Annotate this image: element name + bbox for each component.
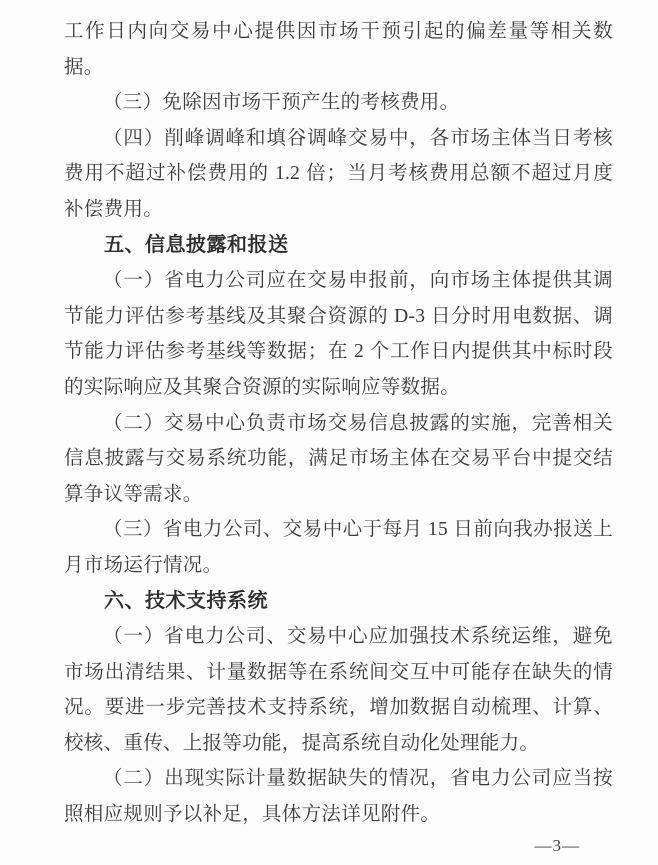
body-paragraph: （一）省电力公司应在交易申报前，向市场主体提供其调节能力评估参考基线及其聚合资源的 D-3 日分时用电数据、调节能力评估参考基线等数据；在 2 个工作日内提供其中标时段的实际响应及其聚合资源的实际响应等数据。 [64, 270, 613, 398]
body-paragraph: （一）省电力公司、交易中心应加强技术系统运维，避免市场出清结果、计量数据等在系统间交互中可能存在缺失的情况。要进一步完善技术支持系统，增加数据自动梳理、计算、校核、重传、上报等功能，提高系统自动化处理能力。 [64, 626, 613, 754]
body-paragraph: （三）省电力公司、交易中心于每月 15 日前向我办报送上月市场运行情况。 [64, 519, 613, 576]
section-heading: 六、技术支持系统 [104, 589, 268, 612]
page-number: —3— [534, 836, 580, 855]
body-paragraph: 工作日内向交易中心提供因市场干预引起的偏差量等相关数据。 [64, 21, 613, 78]
document-blocks [64, 14, 613, 833]
body-paragraph: （二）交易中心负责市场交易信息披露的实施，完善相关信息披露与交易系统功能，满足市场主体在交易平台中提交结算争议等需求。 [64, 412, 613, 505]
body-paragraph: （四）削峰调峰和填谷调峰交易中，各市场主体当日考核费用不超过补偿费用的 1.2 倍；当月考核费用总额不超过月度补偿费用。 [64, 127, 613, 220]
section-heading: 五、信息披露和报送 [104, 233, 289, 256]
body-paragraph: （三）免除因市场干预产生的考核费用。 [103, 92, 460, 114]
body-paragraph: （二）出现实际计量数据缺失的情况，省电力公司应当按照相应规则予以补足，具体方法详见附件。 [64, 768, 613, 826]
